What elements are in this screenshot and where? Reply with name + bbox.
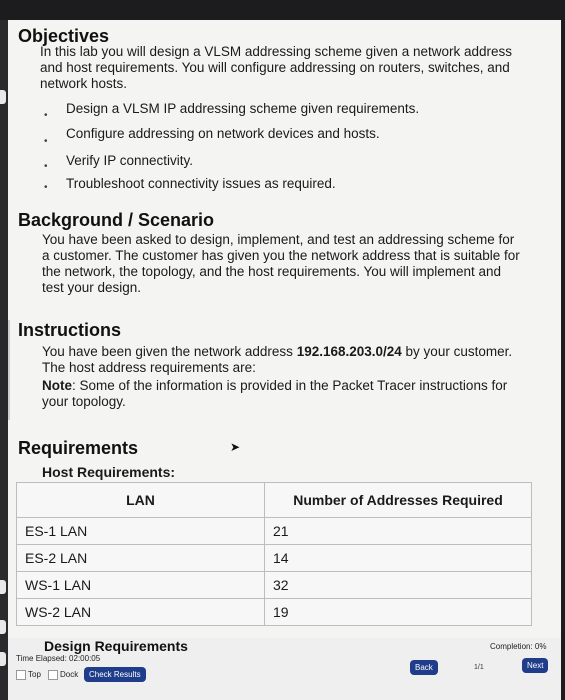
- instructions-text: [42, 344, 522, 376]
- table-row: [17, 518, 532, 545]
- mouse-cursor-icon: ➤: [230, 440, 241, 454]
- objective-item: Verify IP connectivity.: [66, 153, 194, 168]
- checkbox-icon: [48, 670, 58, 680]
- activity-footer: [8, 638, 561, 700]
- host-requirements-table: [16, 482, 532, 626]
- note-label: Note: [42, 378, 72, 393]
- objective-item: Configure addressing on network devices and hosts.: [66, 126, 380, 141]
- bullet-dot: •: [44, 182, 48, 193]
- bullet-dot: •: [44, 110, 48, 121]
- page-indicator: 1/1: [474, 664, 484, 671]
- column-header-lan: LAN: [17, 483, 265, 518]
- address-count-cell: 19: [265, 599, 532, 626]
- check-results-button[interactable]: Check Results: [84, 667, 146, 682]
- back-button[interactable]: Back: [410, 660, 438, 675]
- lan-cell: WS-1 LAN: [17, 572, 265, 599]
- network-address: 192.168.203.0/24: [296, 344, 402, 359]
- table-row: [17, 599, 532, 626]
- background-text: You have been asked to design, implement, and test an addressing scheme for a customer. The customer has given you the network address that is suitable for the network, the topology, and the host requirements. You will implement and test your design.: [42, 232, 520, 295]
- lab-document: [8, 20, 561, 700]
- design-requirements-heading: Design Requirements: [44, 638, 188, 654]
- time-elapsed: Time Elapsed: 02:00:05: [16, 654, 101, 663]
- completion-status: Completion: 0%: [490, 642, 547, 651]
- edge-marker: [0, 620, 6, 634]
- objectives-heading: Objectives: [18, 26, 110, 46]
- table-header-row: [17, 483, 532, 518]
- objective-item: Troubleshoot connectivity issues as required.: [66, 176, 336, 191]
- host-requirements-heading: Host Requirements:: [42, 464, 176, 480]
- checkbox-icon: [16, 670, 26, 680]
- top-label: Top: [28, 670, 41, 680]
- lan-cell: ES-2 LAN: [17, 545, 265, 572]
- edge-marker: [0, 90, 6, 104]
- section-divider: [8, 320, 10, 420]
- instructions-text-pre: You have been given the network address: [42, 344, 297, 359]
- dock-label: Dock: [60, 670, 79, 680]
- lan-cell: ES-1 LAN: [17, 518, 265, 545]
- table-row: [17, 545, 532, 572]
- address-count-cell: 14: [265, 545, 532, 572]
- instructions-note: [42, 378, 522, 410]
- column-header-addresses: Number of Addresses Required: [265, 483, 532, 518]
- edge-marker: [0, 652, 6, 666]
- objective-item: Design a VLSM IP addressing scheme given requirements.: [66, 101, 420, 116]
- next-button[interactable]: Next: [522, 658, 548, 673]
- requirements-heading: Requirements: [18, 438, 139, 458]
- bullet-dot: •: [44, 136, 48, 147]
- note-text: : Some of the information is provided in the Packet Tracer instructions for your topology.: [42, 378, 508, 409]
- left-edge: [0, 20, 8, 700]
- background-heading: Background / Scenario: [18, 210, 215, 230]
- bullet-dot: •: [44, 161, 48, 172]
- dock-checkbox[interactable]: [48, 670, 78, 680]
- address-count-cell: 21: [265, 518, 532, 545]
- address-count-cell: 32: [265, 572, 532, 599]
- top-checkbox[interactable]: [16, 670, 41, 680]
- instructions-text-post: by your customer. The host address requirements are:: [42, 344, 513, 375]
- instructions-heading: Instructions: [18, 320, 122, 340]
- objectives-intro: In this lab you will design a VLSM addressing scheme given a network address and host requirements. You will configure addressing on routers, switches, and network hosts.: [40, 44, 512, 91]
- lan-cell: WS-2 LAN: [17, 599, 265, 626]
- edge-marker: [0, 580, 6, 594]
- table-row: [17, 572, 532, 599]
